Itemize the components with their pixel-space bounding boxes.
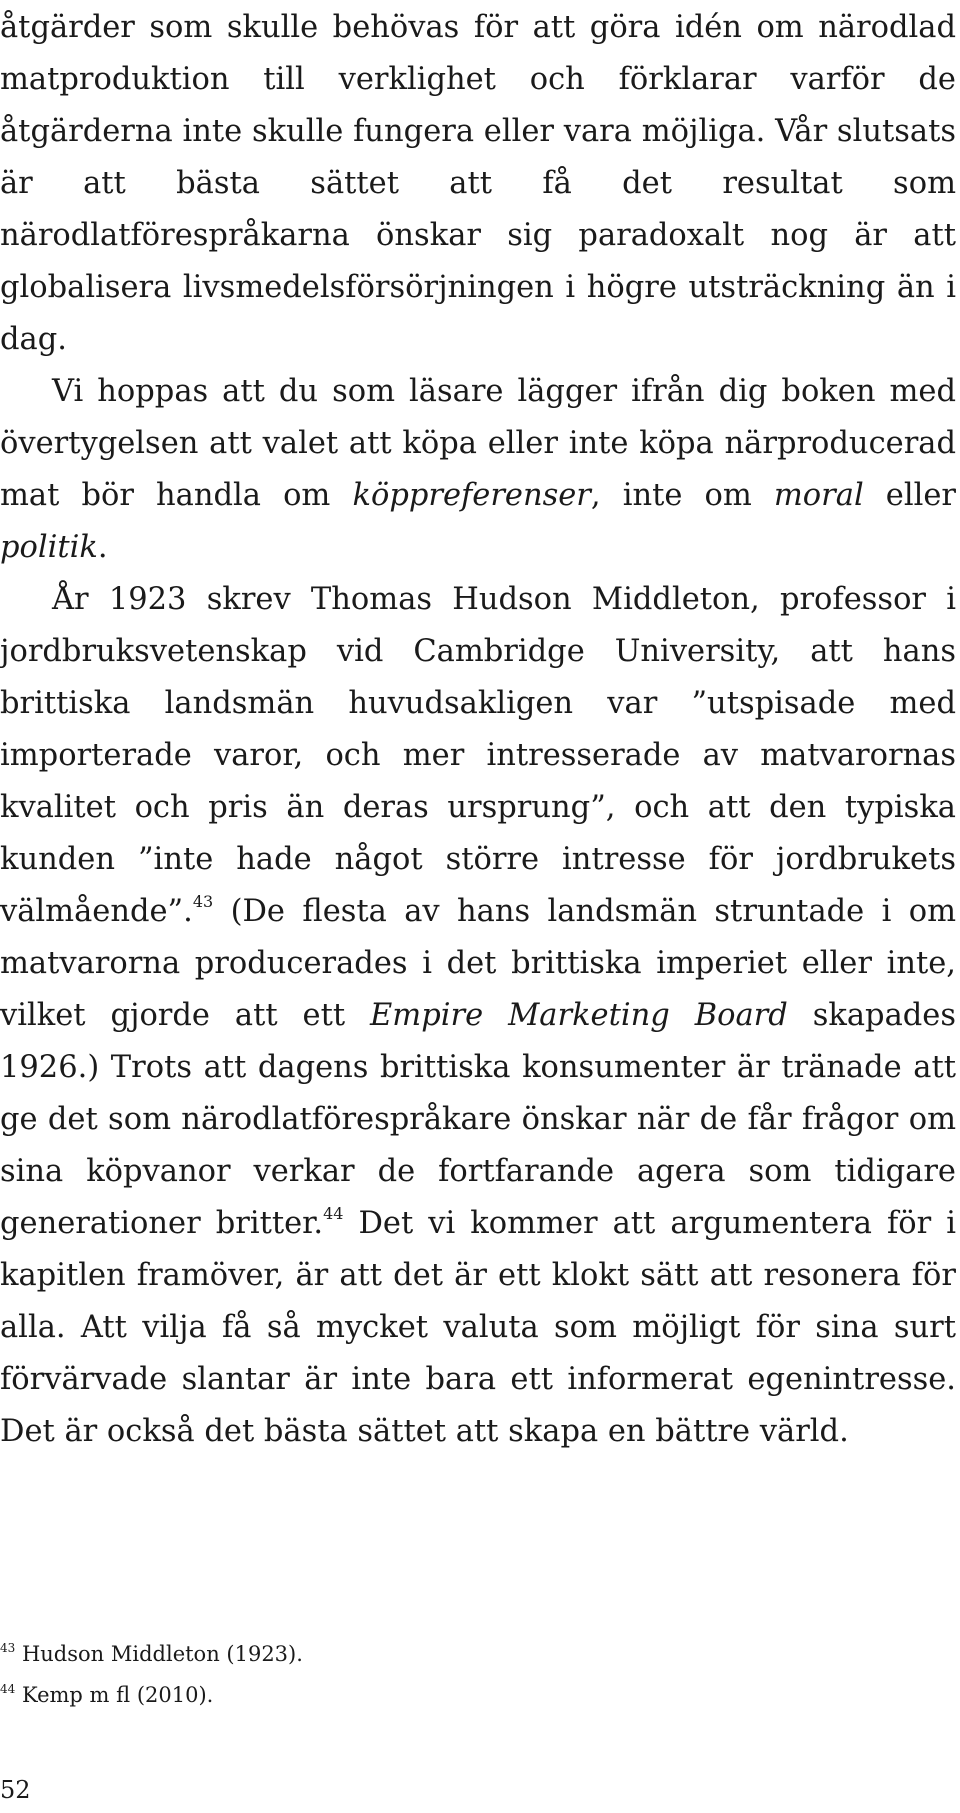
paragraph-3-text-c: skapades 1926.) Trots att dagens brittiska konsumenter är tränade att ge det som närodlatförespråkare önskar när de får frågor om sina köpvanor verkar de fortfarande agera som tidigare generationer britter. <box>0 998 956 1241</box>
emphasis-politik: politik <box>0 530 98 565</box>
paragraph-2-text-a: Vi hoppas att du som läsare lägger ifrån dig boken med övertygelsen att valet att köpa eller inte köpa närproducerad mat bör handla om <box>0 374 956 513</box>
emphasis-empire-marketing-board: Empire Marketing Board <box>370 998 788 1033</box>
footnote-text: Hudson Middleton (1923). <box>21 1642 303 1666</box>
footnote-ref-43[interactable]: 43 <box>192 892 214 911</box>
paragraph-2-text-d: . <box>97 530 108 565</box>
paragraph-2 <box>0 366 956 574</box>
footnotes <box>0 1634 303 1716</box>
footnote-text: Kemp m fl (2010). <box>21 1683 214 1707</box>
footnote-number: 44 <box>0 1682 16 1696</box>
paragraph-2-text-b: , inte om <box>590 478 774 513</box>
body-text <box>0 2 956 1458</box>
footnote-43 <box>0 1634 303 1675</box>
paragraph-1 <box>0 2 956 366</box>
paragraph-3-text-d: Det vi kommer att argumentera för i kapitlen framöver, är att det är ett klokt sätt att resonera för alla. Att vilja få så mycket valuta som möjligt för sina surt förvärvade slantar är inte bara ett informerat egenintresse. Det är också det bästa sättet att skapa en bättre värld. <box>0 1206 956 1449</box>
footnote-number: 43 <box>0 1641 16 1655</box>
paragraph-1-text: åtgärder som skulle behövas för att göra idén om närodlad matproduktion till verklighet och förklarar varför de åtgärderna inte skulle fungera eller vara möjliga. Vår slutsats är att bästa sättet att få det resultat som närodlatförespråkarna önskar sig paradoxalt nog är att globalisera livsmedelsförsörjningen i högre utsträckning än i dag. <box>0 10 956 357</box>
paragraph-3-text-a: År 1923 skrev Thomas Hudson Middleton, professor i jordbruksvetenskap vid Cambridge University, att hans brittiska landsmän huvudsakligen var ”utspisade med importerade varor, och mer intresserade av matvarornas kvalitet och pris än deras ursprung”, och att den typiska kunden ”inte hade något större intresse för jordbrukets välmående”. <box>0 582 956 929</box>
paragraph-2-text-c: eller <box>863 478 956 513</box>
emphasis-kopp: köppreferenser <box>352 478 591 513</box>
page-number: 52 <box>0 1776 31 1804</box>
paragraph-3 <box>0 574 956 1458</box>
footnote-ref-44[interactable]: 44 <box>323 1204 344 1223</box>
emphasis-moral: moral <box>773 478 864 513</box>
paragraph-3-text-b: (De flesta av hans landsmän struntade i om matvarorna producerades i det brittiska imperiet eller inte, vilket gjorde att ett <box>0 894 956 1033</box>
footnote-44 <box>0 1675 303 1716</box>
